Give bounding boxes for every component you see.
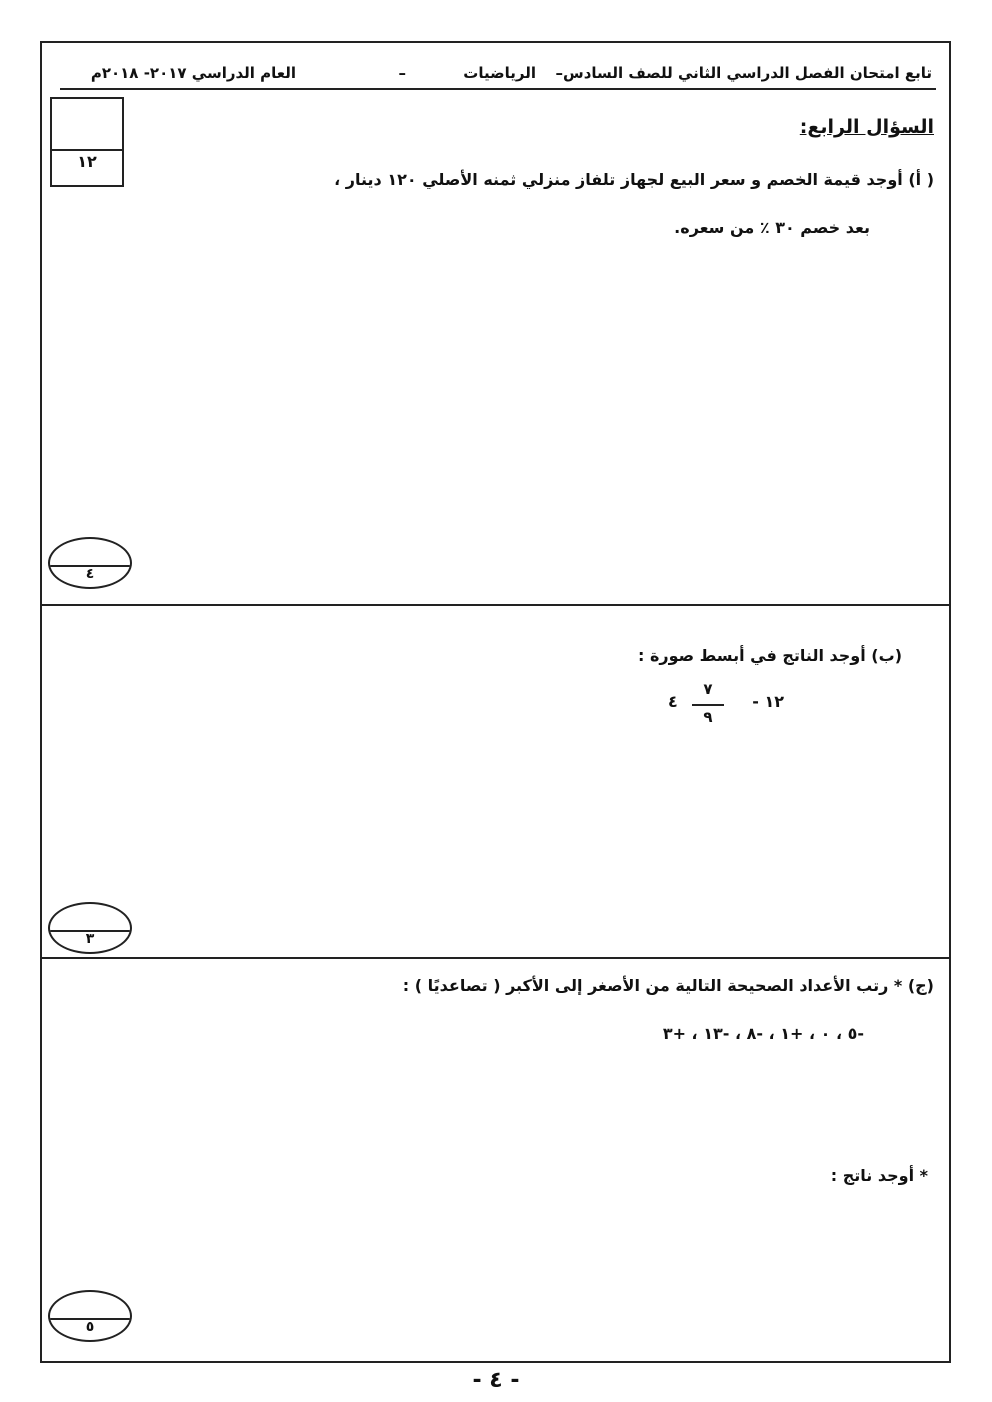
fraction-denominator: ٩	[703, 708, 713, 726]
exam-title: تابع امتحان الفصل الدراسي الثاني للصف السادس–	[555, 64, 932, 82]
part-c-mark-oval	[48, 1290, 132, 1342]
fraction-whole: ٤	[668, 692, 678, 711]
mixed-fraction	[688, 680, 728, 730]
part-a-mark: ٤	[85, 566, 95, 582]
part-b-mark: ٣	[85, 931, 95, 947]
academic-year: العام الدراسي ٢٠١٧- ٢٠١٨م	[90, 64, 296, 82]
section-divider-ab	[40, 604, 951, 606]
question-title: السؤال الرابع:	[799, 116, 934, 138]
part-c-prompt2: * أوجد ناتج :	[830, 1166, 928, 1185]
fraction-numerator: ٧	[703, 680, 713, 698]
part-a-mark-oval	[48, 537, 132, 589]
part-a-line2: بعد خصم ٣٠ ٪ من سعره.	[674, 218, 870, 237]
part-a-line1: ( أ) أوجد قيمة الخصم و سعر البيع لجهاز تلفاز منزلي ثمنه الأصلي ١٢٠ دينار ،	[334, 170, 934, 189]
part-b-prompt: (ب) أوجد الناتج في أبسط صورة :	[637, 646, 902, 665]
exam-header	[60, 60, 936, 90]
subject-label: الرياضيات	[463, 64, 536, 82]
part-b-mark-oval	[48, 902, 132, 954]
integers-list: -٥ ، ٠ ، +١ ، -٨ ، -١٣ ، +٣	[662, 1024, 864, 1043]
exam-page-frame	[40, 41, 951, 1363]
fraction-bar	[692, 704, 724, 706]
part-c-prompt: (ج) * رتب الأعداد الصحيحة التالية من الأصغر إلى الأكبر ( تصاعديًا ) :	[402, 976, 934, 995]
part-c-mark: ٥	[85, 1319, 95, 1335]
question-total-mark: ١٢	[77, 152, 97, 171]
part-b-expression: ١٢ -	[752, 692, 784, 711]
question-score-box	[50, 97, 124, 187]
header-separator: –	[398, 64, 406, 82]
page-number: - ٤ -	[472, 1368, 520, 1393]
section-divider-bc	[40, 957, 951, 959]
score-box-divider	[52, 149, 122, 151]
